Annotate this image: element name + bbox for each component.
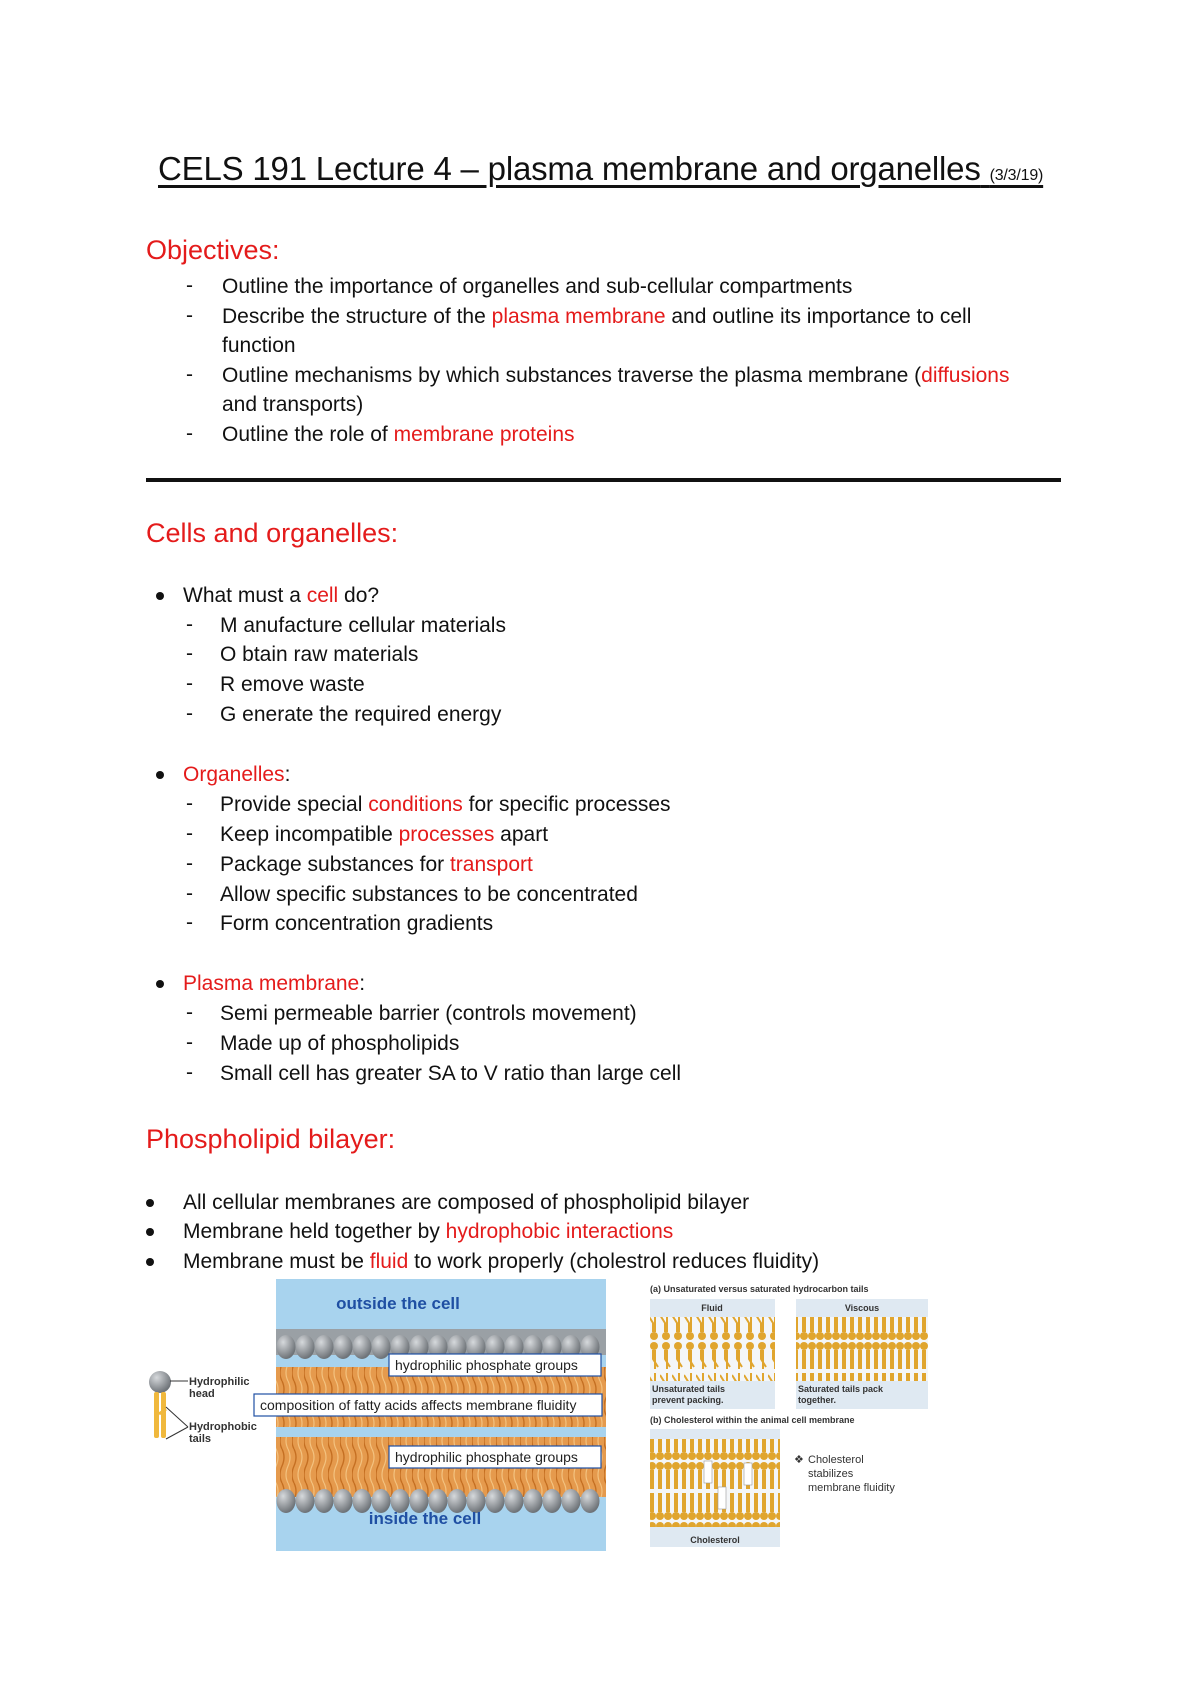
phosphate-bottom-label: hydrophilic phosphate groups [395,1449,578,1465]
objective-item-3: Outline mechanisms by which substances traverse the plasma membrane (diffusions [222,364,1010,387]
chol-note-3: membrane fluidity [808,1482,895,1494]
organelle-item-1: Provide special conditions for specific processes [220,793,671,816]
bilayer-heading: Phospholipid bilayer: [146,1124,396,1154]
phosphate-head [562,1489,581,1513]
cell-task-3: R emove waste [220,673,365,696]
phosphate-head [486,1489,505,1513]
dash: - [186,422,193,445]
bullet-icon [146,1228,154,1236]
organelles-label: Organelles: [183,763,291,786]
membrane-item-3: Small cell has greater SA to V ratio than large cell [220,1062,682,1085]
chol-note-1: Cholesterol [808,1454,864,1466]
phosphate-head [296,1335,315,1359]
inside-cell-label: inside the cell [368,1509,482,1528]
phosphate-head [277,1335,296,1359]
phosphate-head [334,1335,353,1359]
fluid-label: Fluid [701,1303,723,1313]
hydrophilic-head-label-1: Hydrophilic [189,1376,250,1388]
objective-item-2-cont: function [222,334,296,357]
phosphate-head [372,1335,391,1359]
cholesterol-label: Cholesterol [690,1535,740,1545]
hydrophobic-tail-label-2: tails [189,1433,212,1445]
objective-item-4: Outline the role of membrane proteins [222,423,575,446]
bilayer-point-1: All cellular membranes are composed of phospholipid bilayer [183,1191,750,1214]
phosphate-head [334,1489,353,1513]
phosphate-head [296,1489,315,1513]
phosphate-head [543,1489,562,1513]
membrane-item-1: Semi permeable barrier (controls movement) [220,1002,637,1025]
objective-item-3-cont: and transports) [222,393,364,416]
bullet-icon [156,592,164,600]
objectives-heading: Objectives: [146,235,280,265]
organelle-item-3: Package substances for transport [220,853,533,876]
phosphate-head [353,1335,372,1359]
dash: - [186,1001,193,1024]
dash: - [186,882,193,905]
bullet-icon [156,980,164,988]
bullet-icon [146,1258,154,1266]
dash: - [186,852,193,875]
organelle-item-2: Keep incompatible processes apart [220,823,549,846]
cell-task-4: G enerate the required energy [220,703,502,726]
dash: - [186,672,193,695]
dash: - [186,642,193,665]
bilayer-point-2: Membrane held together by hydrophobic interactions [183,1220,674,1243]
dash: - [186,613,193,636]
dash: - [186,1061,193,1084]
bilayer-diagram [148,1279,608,1551]
outside-cell-label: outside the cell [336,1294,460,1313]
title-text: CELS 191 Lecture 4 – plasma membrane and organelles [158,150,981,187]
bilayer-point-3: Membrane must be fluid to work properly (cholestrol reduces fluidity) [183,1250,820,1273]
dash: - [186,363,193,386]
diamond-bullet-icon: ❖ [794,1454,804,1466]
phosphate-top-label: hydrophilic phosphate groups [395,1357,578,1373]
page-title [158,150,1043,188]
hydrophilic-head-label-2: head [189,1388,215,1400]
objective-item-1: Outline the importance of organelles and sub-cellular compartments [222,275,853,298]
cell-task-1: M anufacture cellular materials [220,614,506,637]
organelle-item-5: Form concentration gradients [220,912,494,935]
phosphate-head [315,1489,334,1513]
phosphate-head [277,1489,296,1513]
phosphate-head [505,1489,524,1513]
membrane-item-2: Made up of phospholipids [220,1032,460,1055]
phosphate-head [581,1489,600,1513]
phosphate-head [315,1335,334,1359]
plasma-membrane-label: Plasma membrane: [183,972,366,995]
hydrophobic-tail-label-1: Hydrophobic [189,1421,257,1433]
phosphate-head [524,1489,543,1513]
unsat-note-1: Unsaturated tails [652,1384,726,1394]
title-date: (3/3/19) [989,167,1044,184]
phospholipid-icon [149,1371,171,1438]
objective-item-2: Describe the structure of the plasma membrane and outline its importance to cell [222,305,972,328]
caption-b: (b) Cholesterol within the animal cell membrane [650,1415,855,1425]
organelle-item-4: Allow specific substances to be concentrated [220,883,638,906]
cell-task-2: O btain raw materials [220,643,419,666]
dash: - [186,304,193,327]
horizontal-rule [146,478,1061,482]
bullet-icon [146,1199,154,1207]
dash: - [186,274,193,297]
unsat-note-2: prevent packing. [652,1395,724,1405]
sat-note-2: together. [798,1395,837,1405]
bullet-icon [156,771,164,779]
dash: - [186,792,193,815]
viscous-label: Viscous [844,1303,880,1313]
sat-note-1: Saturated tails pack [798,1384,884,1394]
dash: - [186,911,193,934]
chol-note-2: stabilizes [808,1468,854,1480]
dash: - [186,702,193,725]
caption-a: (a) Unsaturated versus saturated hydrocarbon tails [650,1284,869,1294]
fatty-acid-label: composition of fatty acids affects membrane fluidity [260,1397,577,1413]
cells-heading: Cells and organelles: [146,518,399,548]
membrane-fluidity-diagram [648,1281,938,1551]
cell-question: What must a cell do? [183,584,380,607]
dash: - [186,1031,193,1054]
dash: - [186,822,193,845]
